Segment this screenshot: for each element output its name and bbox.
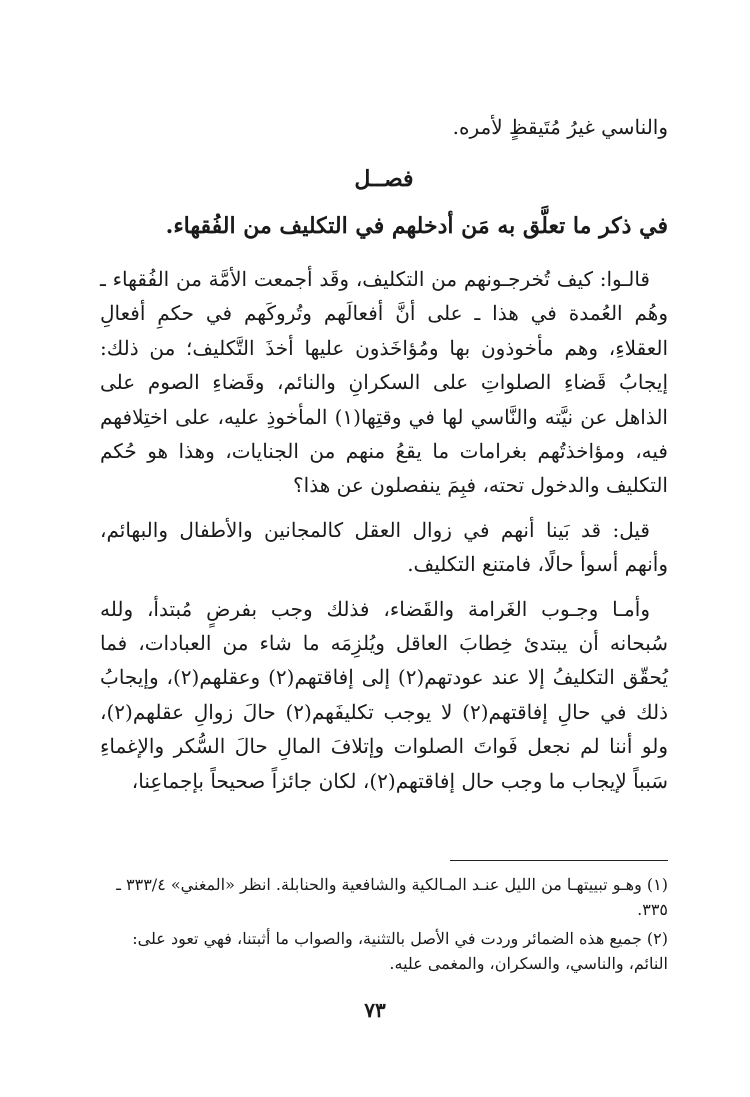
footnotes (100, 872, 668, 980)
continuation-line: والناسي غيرُ مُتَيقظٍ لأمره. (452, 115, 668, 139)
paragraph-1: قالـوا: كيف تُخرجـونهم من التكليف، وقَد أجمعت الأمَّة من الفُقهاء ـ وهُم العُمدة في هذا ـ على أنَّ أفعالَهم وتُروكَهم في حكمِ أفعالِ العقلاءِ، وهم مأخوذون بها ومُؤاخَذون عليها أخذَ التَّكليف؛ من ذلك: إيجابُ قَضاءِ الصلواتِ على السكرانِ والنائم، وقَضاءِ الصوم على الذاهل عن نيَّته والنَّاسي لها في وقتِها(١) المأخوذِ عليه، على اختِلافهم فيه، ومؤاخذتُهم بغرامات ما يقعُ منهم من الجنايات، وهذا هو حُكم التكليف والدخول تحته، فبِمَ ينفصلون عن هذا؟ (100, 267, 668, 498)
section-subheading: في ذكر ما تعلَّق به مَن أدخلهم في التكليف من الفُقهاء. (165, 213, 668, 239)
paragraph-3: وأمـا وجـوب الغَرامة والقَضاء، فذلك وجب بفرضٍ مُبتدأ، ولله سُبحانه أن يبتدئ خِطابَ العاقل ويُلزِمَه ما شاء من العبادات، فما يُحقّق التكليفُ إلا عند عودتهم(٢) إلى إفاقتهم(٢) وعقلهم(٢)، وإيجابُ ذلك في حالِ إفاقتهم(٢) لا يوجب تكليفَهم(٢) حالَ زوالِ عقلهم(٢)، ولو أننا لم نجعل فَواتَ الصلوات وإتلافَ المالِ حالَ السُّكر والإغماءِ سَبباً لإيجاب ما وجب حال إفاقتهم(٢)، لكان جائزاً صحيحاً بإجماعِنا، (100, 596, 668, 793)
page-number: ٧٣ (364, 998, 386, 1022)
paragraph-2: قيل: قد بَينا أنهم في زوال العقل كالمجانين والأطفال والبهائم، وأنهم أسوأ حالًا، فامتنع التكليف. (100, 517, 668, 577)
page-body (100, 110, 668, 808)
footnote-divider (450, 860, 668, 861)
footnote-2: (٢) جميع هذه الضمائر وردت في الأصل بالتثنية، والصواب ما أثبتنا، فهي تعود على: النائم، والناسي، والسكران، والمغمى عليه. (132, 929, 668, 973)
footnote-1: (١) وهـو تبييتهـا من الليل عنـد المـالكية والشافعية والحنابلة. انظر «المغني» ٣٣٣/٤ ـ ٣٣٥. (116, 875, 668, 919)
section-heading: فصــل (354, 166, 414, 192)
